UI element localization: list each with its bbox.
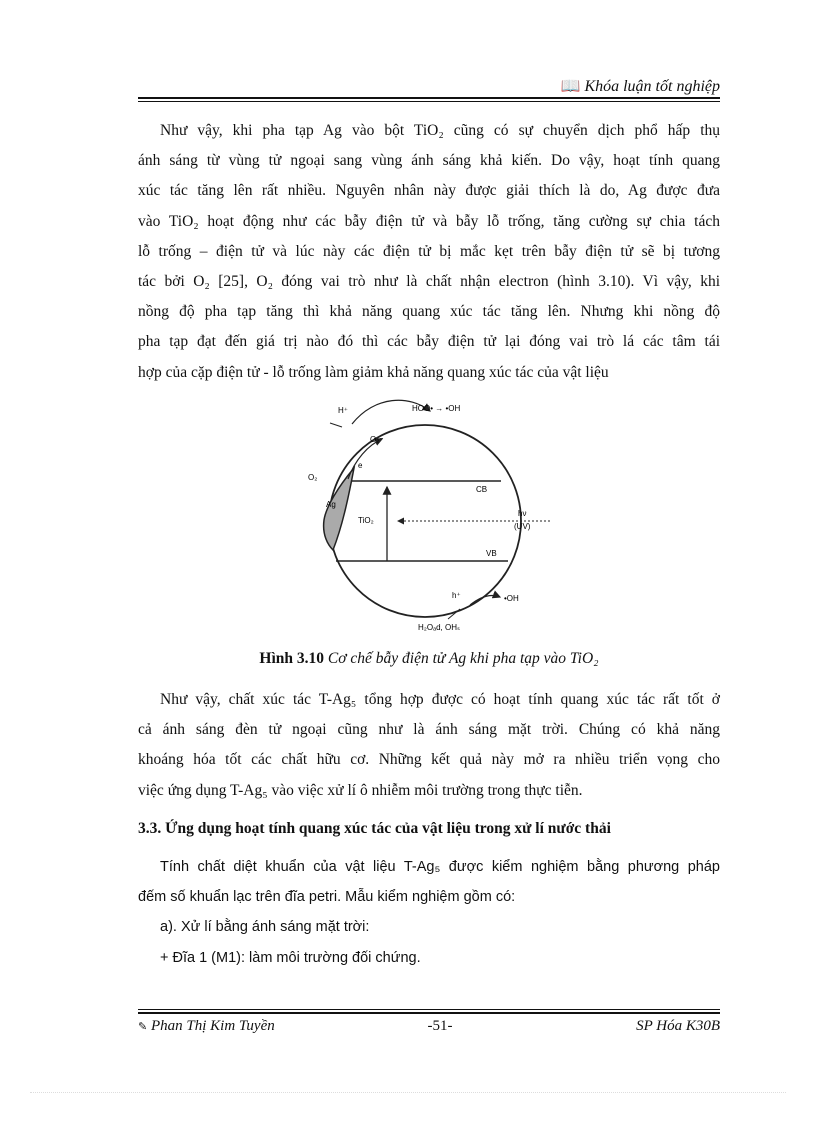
footer-class: SP Hóa K30B: [636, 1018, 720, 1034]
hv-label: hν: [518, 509, 527, 518]
page-number: -51-: [427, 1018, 453, 1034]
tio2-label: TiO₂: [358, 516, 374, 525]
paragraph-line: cả ánh sáng đèn tử ngoại cũng như là ánh sáng mặt trời. Chúng có khả năng: [138, 721, 720, 739]
book-icon: 📖: [560, 78, 581, 95]
paragraph-line: khoáng hóa tốt các chất hữu cơ. Những kết quả này mở ra nhiều triển vọng cho: [138, 751, 720, 769]
pen-icon: ✎: [138, 1021, 148, 1033]
o2-minus-label: O₂⁻: [370, 435, 384, 444]
figure-caption: [138, 650, 720, 668]
hole-label: h⁺: [452, 591, 461, 600]
hoo-label: HOO• → •OH: [412, 404, 461, 413]
header-rule-thick: [138, 97, 720, 99]
paragraph-line: hợp của cặp điện tử - lỗ trống làm giảm khả năng quang xúc tác của vật liệu: [138, 363, 609, 381]
h2o-label: H₂Oₐd, OHₛ: [418, 623, 460, 632]
paragraph-line: Như vậy, khi pha tạp Ag vào bột TiO₂ cũng có sự chuyển dịch phổ hấp thụ: [160, 122, 720, 139]
footer-rule-thick: [138, 1012, 720, 1014]
paragraph-line: vào TiO₂ hoạt động như các bẫy điện tử và bẫy lỗ trống, tăng cường sự chia tách: [138, 212, 720, 230]
paragraph-line: nồng độ pha tạp tăng thì khả năng quang xúc tác tăng lên. Nhưng khi nồng độ: [138, 303, 720, 321]
trap-mechanism-figure: [300, 395, 560, 645]
author-name: Phan Thị Kim Tuyền: [150, 1018, 275, 1034]
paragraph-line: ánh sáng từ vùng tử ngoại sang vùng ánh sáng khả kiến. Do vậy, hoạt tính quang: [138, 152, 720, 170]
paragraph-line: đếm số khuẩn lạc trên đĩa petri. Mẫu kiểm nghiệm gồm có:: [138, 889, 516, 906]
paragraph-2: [138, 685, 720, 806]
paragraph-line: + Đĩa 1 (M1): làm môi trường đối chứng.: [160, 949, 421, 966]
paragraph-line: lỗ trống – điện tử và lúc này các điện tử bị mắc kẹt trên bẫy điện tử sẽ bị tương: [138, 242, 720, 260]
paragraph-line: a). Xử lí bằng ánh sáng mặt trời:: [160, 919, 370, 936]
o2-label: O₂: [308, 473, 318, 482]
paragraph-line: việc ứng dụng T-Ag₅ vào việc xử lí ô nhiễm môi trường trong thực tiễn.: [138, 781, 583, 799]
paragraph-line: Như vậy, chất xúc tác T-Ag₅ tổng hợp được có hoạt tính quang xúc tác rất tốt ở: [160, 691, 720, 708]
paragraph-1: [138, 116, 720, 388]
uv-label: (UV): [514, 522, 531, 531]
footer-rule-thin: [138, 1009, 720, 1010]
h-plus-label: H⁺: [338, 406, 348, 415]
caption-text: Cơ chế bẫy điện tử Ag khi pha tạp vào TiO₂: [327, 650, 599, 667]
h-plus-connector: [330, 423, 342, 427]
footer-author: [138, 1018, 275, 1035]
paragraph-line: pha tạp đạt đến giá trị nào đó thì các bẫy điện tử lại đóng vai trò lá các tâm tái: [138, 333, 720, 351]
paragraph-3: [138, 852, 720, 973]
ag-label: Ag: [326, 500, 336, 509]
caption-number: Hình 3.10: [259, 650, 325, 667]
electron-label: e: [358, 461, 363, 470]
section-heading: 3.3. Ứng dụng hoạt tính quang xúc tác của vật liệu trong xử lí nước thải: [138, 820, 611, 837]
oh-label: •OH: [504, 594, 519, 603]
paragraph-line: Tính chất diệt khuẩn của vật liệu T-Ag₅ được kiểm nghiệm bằng phương pháp: [160, 859, 720, 875]
paragraph-line: xúc tác tăng lên rất nhiều. Nguyên nhân này được giải thích là do, Ag được đưa: [138, 182, 720, 200]
vb-label: VB: [486, 549, 497, 558]
page-bottom-dotted-line: [30, 1092, 786, 1093]
cb-label: CB: [476, 485, 488, 494]
header-rule-thin: [138, 101, 720, 102]
paragraph-line: tác bởi O₂ [25], O₂ đóng vai trò như là chất nhận electron (hình 3.10). Vì vậy, khi: [138, 272, 720, 290]
header-title: Khóa luận tốt nghiệp: [584, 78, 720, 95]
running-header: [138, 76, 720, 96]
